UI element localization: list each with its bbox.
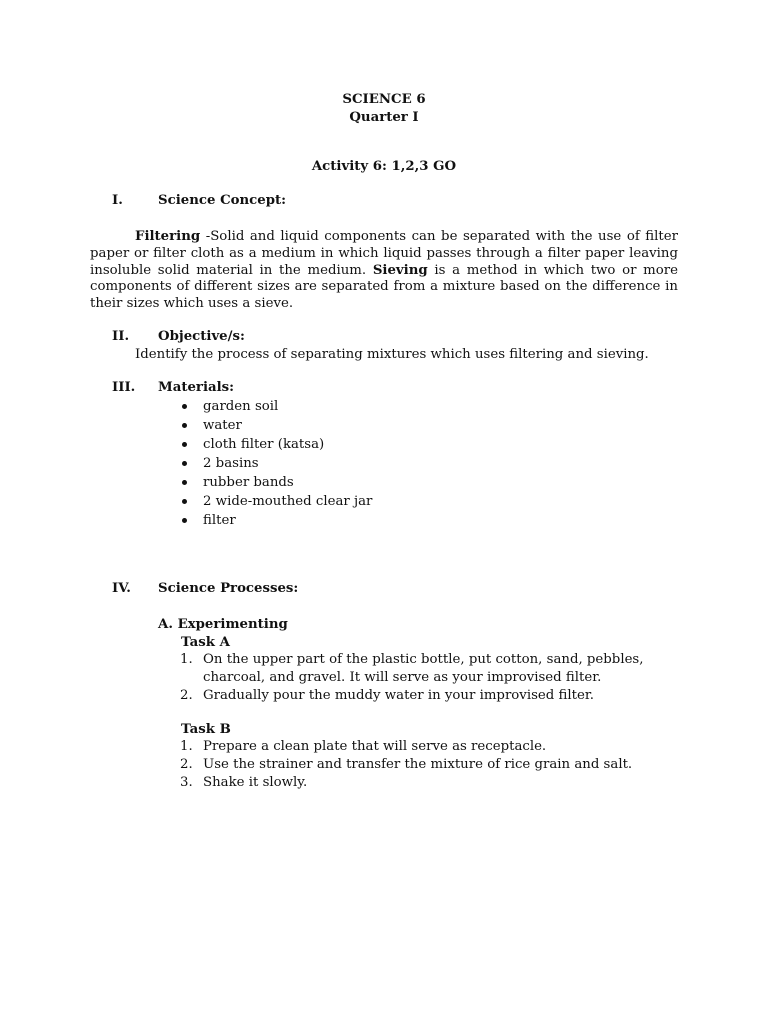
section-number: IV. (112, 581, 131, 596)
bullet-icon (182, 442, 187, 447)
list-item: 2. Gradually pour the muddy water in your improvised filter. (180, 688, 594, 703)
section-number: I. (112, 193, 123, 208)
section-title: Science Concept: (158, 193, 287, 208)
list-item: garden soil (180, 397, 372, 416)
bullet-icon (182, 518, 187, 523)
list-item: 2. Use the strainer and transfer the mixture of rice grain and salt. (180, 757, 633, 772)
list-item: rubber bands (180, 473, 372, 492)
bullet-icon (182, 423, 187, 428)
task-b-steps (180, 738, 673, 792)
subject-title: SCIENCE 6 (342, 92, 426, 107)
bullet-icon (182, 499, 187, 504)
bullet-icon (182, 461, 187, 466)
filtering-term: Filtering (135, 229, 201, 244)
quarter-title: Quarter I (349, 110, 419, 125)
section-title: Materials: (158, 380, 235, 395)
list-item: 1. Prepare a clean plate that will serve as receptacle. (180, 739, 547, 754)
list-item: filter (180, 511, 372, 530)
bullet-icon (182, 404, 187, 409)
sieving-definition: is a method in which two or more components of different sizes are separated from a mixture based on the difference in their sizes which uses a sieve. (90, 262, 678, 312)
list-item: 1. On the upper part of the plastic bottle, put cotton, sand, pebbles, charcoal, and gravel. It will serve as your improvised filter. (180, 652, 644, 685)
list-item: cloth filter (katsa) (180, 435, 372, 454)
section-title: Objective/s: (158, 329, 245, 344)
task-a-steps (180, 651, 673, 705)
section-number: III. (112, 380, 136, 395)
section-title: Science Processes: (158, 581, 299, 596)
list-item: 3. Shake it slowly. (180, 775, 308, 790)
science-concept-paragraph (90, 229, 678, 313)
sieving-term: Sieving (372, 262, 428, 278)
objective-text: Identify the process of separating mixtures which uses filtering and sieving. (135, 347, 649, 362)
task-a-title: Task A (181, 635, 230, 650)
list-item: 2 wide-mouthed clear jar (180, 492, 372, 511)
bullet-icon (182, 480, 187, 485)
task-b-title: Task B (181, 722, 231, 737)
section-number: II. (112, 329, 130, 344)
materials-list (180, 397, 372, 530)
activity-title: Activity 6: 1,2,3 GO (311, 159, 457, 174)
filtering-definition: -Solid and liquid components can be separated with the use of filter paper or filter cloth as a medium in which liquid passes through a filter paper leaving insoluble solid material in the medium. (90, 229, 678, 278)
list-item: 2 basins (180, 454, 372, 473)
subsection-experimenting: A. Experimenting (158, 617, 288, 632)
list-item: water (180, 416, 372, 435)
